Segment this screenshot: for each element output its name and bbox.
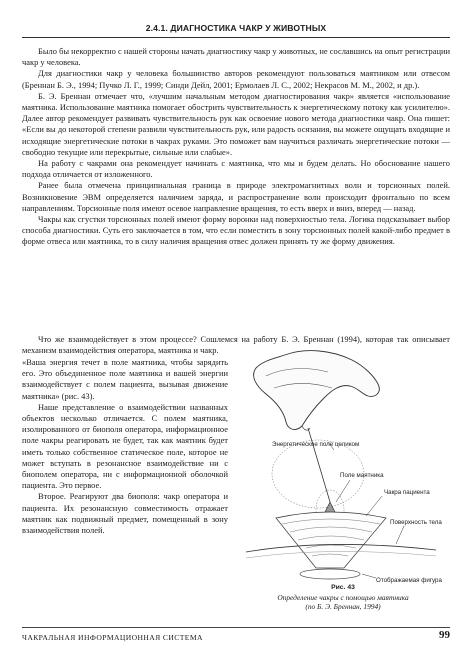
section-heading: 2.4.1. ДИАГНОСТИКА ЧАКР У ЖИВОТНЫХ xyxy=(22,23,450,38)
label-reflected-figure: Отображаемая фигура xyxy=(376,577,442,584)
hand-illustration xyxy=(254,351,380,430)
figure-caption-line: Определение чакры с помощью маятника xyxy=(277,592,409,602)
paragraph: Для диагностики чакр у человека большинство авторов рекомендуют пользоваться маятником или отвесом (Бреннан Б. Э., 1994; Пучко Л. Г., 1999; Синди Дейл, 2001; Ермолаев Л. С., 2002; Некрасов М. М., 2002, и др.). xyxy=(22,68,450,90)
paragraph: Чакры как сгустки торсионных полей имеют форму воронки над поверхностью тела. Логика подсказывает выбор способа диагностики. Суть его заключается в том, что если поместить в зону торсионных полей какой-либо предмет в форме отвеса или маятника, то в силу наличия вращения отвес должен принять ту же форму движения. xyxy=(22,214,450,247)
chakra-funnel xyxy=(276,512,386,568)
figure-number: Рис. 43 xyxy=(331,584,355,591)
page-footer xyxy=(22,627,450,642)
paragraph: Ранее была отмечена принципиальная граница в природе электромагнитных волн и торсионных полей. Возникновение ЭВМ определяется наличием заряда, и распространение волн происходит фронтально по всем направлениям. Торсионные поля имеют осевое направление вращения, то есть вверх и вниз, вперед — назад. xyxy=(22,180,450,213)
paragraph: Наше представление о взаимодействии названных объектов несколько отличается. С полем маятника, изолированного от биополя оператора, информационное поле чакры реагировать не будет, так как маятник будет иметь только собственное статическое поле, которое не может вступать в резонансное взаимодействие ни с биополем оператора, ни с информационной оболочкой пациента. Это первое. xyxy=(22,401,228,491)
reflected-figure xyxy=(300,569,360,579)
label-pendulum-field: Поле маятника xyxy=(340,472,384,479)
paragraph: «Ваша энергия течет в поле маятника, чтобы зарядить его. Это объединенное поле маятника и вашей энергии взаимодействует с полем пациента, вызывая движение маятника» (рис. 43). xyxy=(22,357,228,401)
pendulum-string xyxy=(308,428,330,502)
paragraph-block-narrow xyxy=(22,357,228,536)
label-body-surface: Поверхность тела xyxy=(390,519,442,526)
paragraph: Б. Э. Бреннан отмечает что, «лучшим начальным методом диагностирования чакр» является «использование маятника. Использование маятника помогает обострить чувствительность к энергетическому потоку как усилителю». Далее автор рекомендует развивать чувствительность рук как освоение нового метода диагностики чакр. Она пишет: «Если вы до некоторой степени развили чувствительность рук, или радость осязания, вы можете ощущать входящие и исходящие энергетические потоки в чакрах руками. Это поможет вам научиться различать энергетические потоки — свободно текущие или перекрытые, сильные или слабые». xyxy=(22,90,450,157)
main-text-column xyxy=(22,46,450,248)
figure-caption-source: (по Б. Э. Бреннан, 1994) xyxy=(305,602,381,611)
running-title: ЧАКРАЛЬНАЯ ИНФОРМАЦИОННАЯ СИСТЕМА xyxy=(22,633,203,642)
paragraph: Было бы некорректно с нашей стороны начать диагностику чакр у животных, не сославшись на опыт регистрации чакр у человека. xyxy=(22,46,450,68)
paragraph: На работу с чакрами она рекомендует начинать с маятника, что мы и будем делать. Но обоснование нашего подхода отличается от изложенного. xyxy=(22,158,450,180)
paragraph: Что же взаимодействует в этом процессе? Сошлемся на работу Б. Э. Бреннан (1994), которая так описывает механизм взаимодействия оператора, маятника и чакр. xyxy=(22,334,450,356)
label-combined-field: Энергетическое поле целиком xyxy=(272,441,360,448)
page-number: 99 xyxy=(439,629,450,641)
figure-caption xyxy=(236,583,450,612)
label-patient-chakra: Чакра пациента xyxy=(384,489,430,496)
paragraph: Второе. Реагируют два биополя: чакр оператора и пациента. Их резонансную совместимость отражает маятник как подвижный предмет, помещенный в зону взаимодействия полей. xyxy=(22,491,228,536)
pendulum-figure xyxy=(236,346,450,591)
